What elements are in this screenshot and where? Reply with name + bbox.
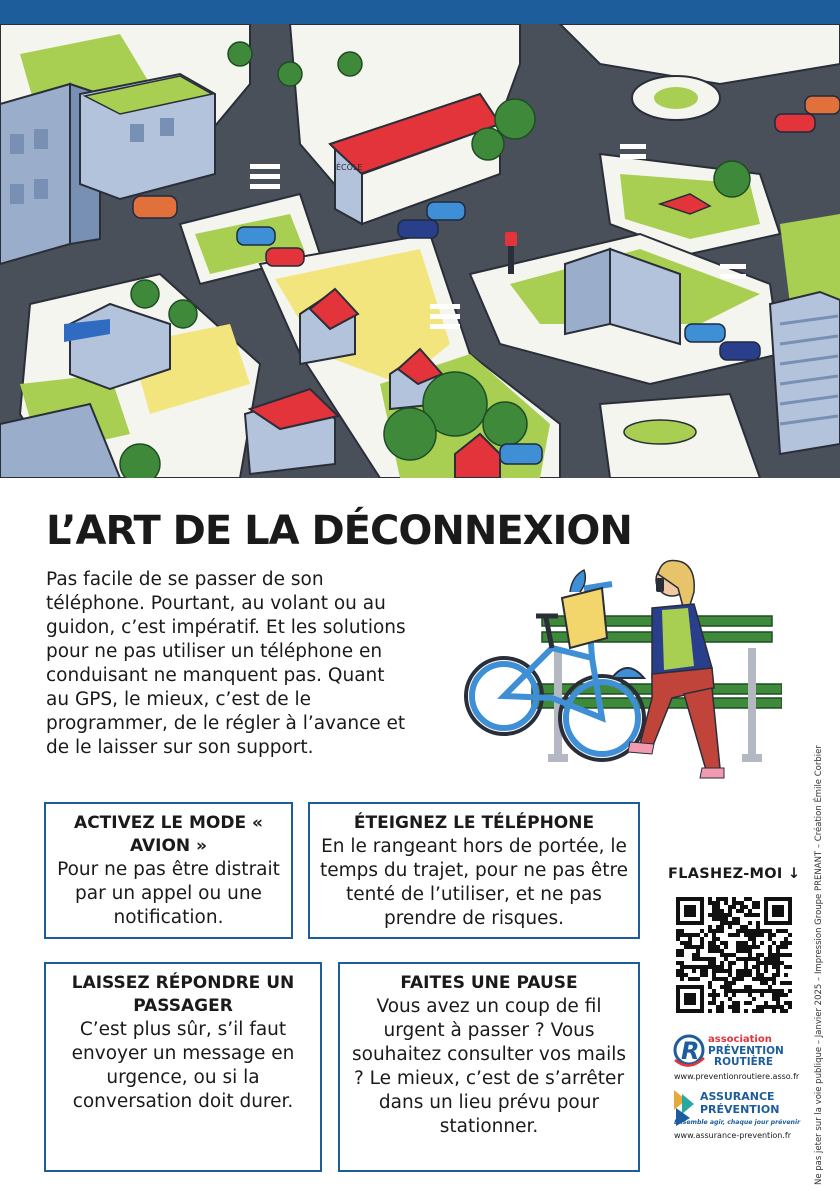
flash-label: FLASHEZ-MOI ↓: [668, 866, 801, 882]
tip-title: ACTIVEZ LE MODE « AVION »: [74, 813, 263, 856]
tip-switch-off-phone: [308, 802, 640, 939]
bench-illustration: [462, 548, 782, 784]
tip-title: LAISSEZ RÉPONDRE UN PASSAGER: [71, 973, 295, 1016]
tip-text: Pour ne pas être distrait par un appel ou une notification.: [57, 859, 280, 928]
intro-paragraph: Pas facile de se passer de son téléphone. Pourtant, au volant ou au guidon, c’est impératif. Et les solutions pour ne pas utiliser un téléphone en conduisant ne manquent pas. Quant au GPS, le mieux, c’est de le programmer, de le régler à l’avance et de le laisser sur son support.: [46, 569, 406, 758]
ap-line2: PRÉVENTION: [700, 1103, 780, 1116]
svg-text:R: R: [681, 1037, 700, 1065]
assurance-prevention-logo: [672, 1086, 802, 1144]
pr-line3: ROUTIÈRE: [714, 1056, 774, 1068]
qr-code[interactable]: [676, 897, 792, 1013]
tip-airplane-mode: [44, 802, 293, 939]
top-bar: [0, 0, 840, 24]
tip-text: C’est plus sûr, s’il faut envoyer un message en urgence, ou si la conversation doit durer.: [71, 1019, 295, 1112]
tip-passenger-answers: [44, 962, 322, 1172]
ap-line1: ASSURANCE: [700, 1090, 775, 1103]
school-sign: ÉCOLE: [336, 163, 363, 172]
prevention-routiere-logo: [672, 1030, 802, 1084]
print-credit: Ne pas jeter sur la voie publique – Janvier 2025 – Impression Groupe PRENANT – Création Émile Corbier: [814, 745, 824, 1185]
pr-url[interactable]: www.preventionroutiere.asso.fr: [674, 1072, 800, 1081]
page-title: L’ART DE LA DÉCONNEXION: [46, 508, 632, 554]
tip-take-a-break: [338, 962, 640, 1172]
pr-line2: PRÉVENTION: [708, 1045, 784, 1057]
tip-title: FAITES UNE PAUSE: [400, 973, 578, 993]
city-illustration: [0, 24, 840, 478]
ap-tagline: Ensemble agir, chaque jour prévenir: [674, 1119, 801, 1126]
tip-title: ÉTEIGNEZ LE TÉLÉPHONE: [353, 813, 595, 833]
ap-url[interactable]: www.assurance-prevention.fr: [674, 1131, 792, 1140]
tip-text: Vous avez un coup de fil urgent à passer ? Vous souhaitez consulter vos mails ? Le mieux, c’est de s’arrêter dans un lieu prévu pour stationner.: [351, 996, 626, 1137]
tip-text: En le rangeant hors de portée, le temps du trajet, pour ne pas être tenté de l’utiliser, et ne pas prendre de risques.: [319, 836, 629, 929]
pr-line1: association: [708, 1034, 772, 1045]
